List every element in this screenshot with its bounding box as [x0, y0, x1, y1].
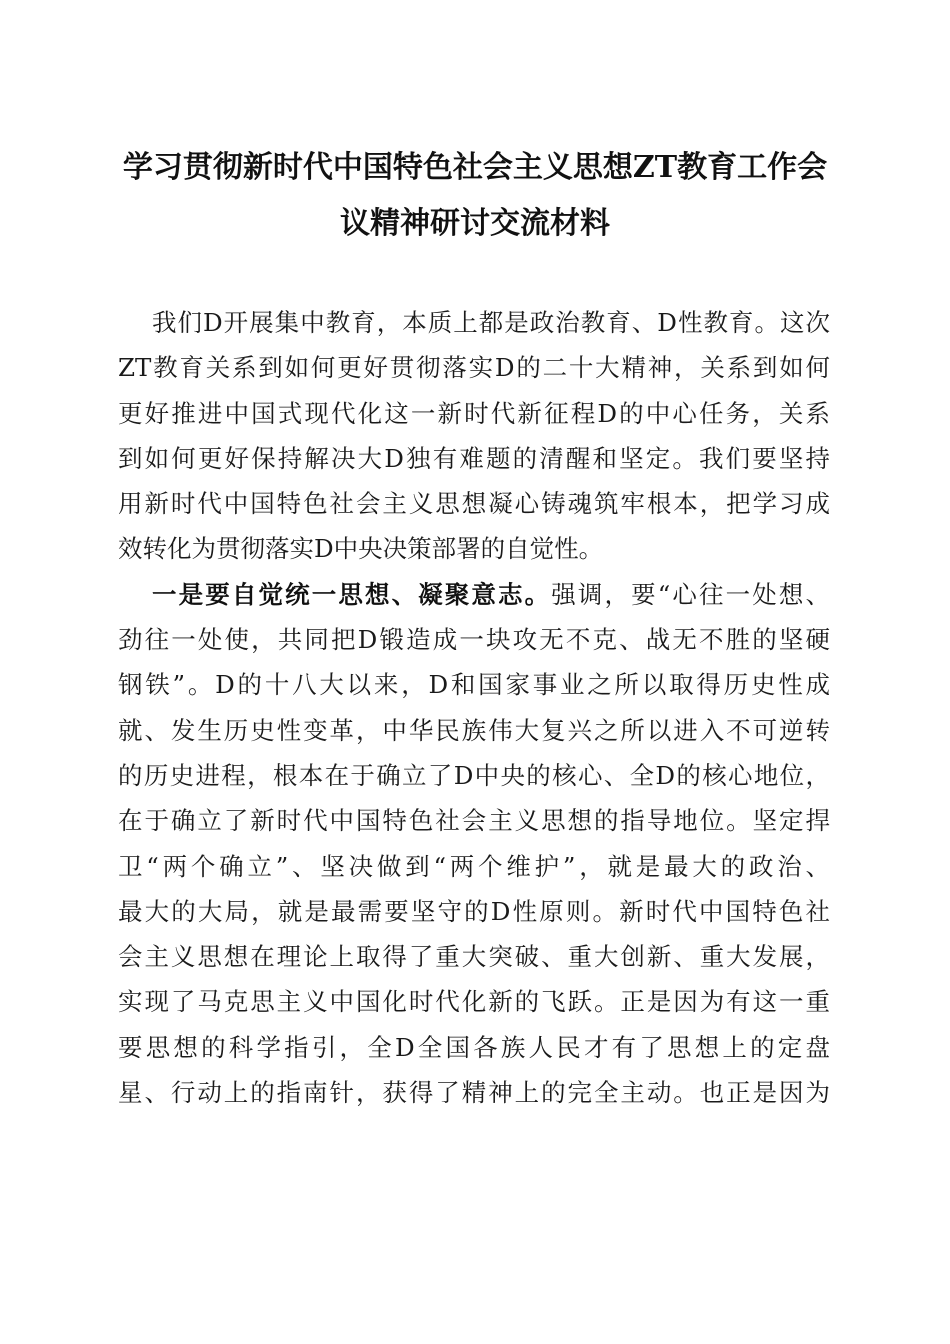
paragraph-line: 会主义思想在理论上取得了重大突破、重大创新、重大发展， — [118, 942, 830, 972]
paragraph-line: 要思想的科学指引，全D全国各族人民才有了思想上的定盘 — [118, 1032, 830, 1062]
paragraph-line: 更好推进中国式现代化这一新时代新征程D的中心任务，关系 — [118, 398, 830, 428]
point-text: 强调，要“心往一处想、 — [551, 579, 830, 609]
paragraph-line: 实现了马克思主义中国化时代化新的飞跃。正是因为有这一重 — [118, 987, 830, 1017]
paragraph-line: 最大的大局，就是最需要坚守的D性原则。新时代中国特色社 — [118, 896, 830, 926]
paragraph-line: 的历史进程，根本在于确立了D中央的核心、全D的核心地位， — [118, 760, 830, 790]
paragraph-line: 卫“两个确立”、坚决做到“两个维护”，就是最大的政治、 — [118, 851, 830, 881]
paragraph-line: 效转化为贯彻落实D中央决策部署的自觉性。 — [118, 534, 604, 564]
paragraph-line: 我们D开展集中教育，本质上都是政治教育、D性教育。这次 — [152, 308, 830, 337]
paragraph-intro — [118, 300, 830, 572]
point-heading: 一是要自觉统一思想、凝聚意志。 — [152, 579, 552, 609]
paragraph-line: 在于确立了新时代中国特色社会主义思想的指导地位。坚定捍 — [118, 806, 830, 836]
paragraph-line: 劲往一处使，共同把D锻造成一块攻无不克、战无不胜的坚硬 — [118, 625, 830, 655]
document-title — [100, 140, 850, 252]
paragraph-line: 星、行动上的指南针，获得了精神上的完全主动。也正是因为 — [118, 1078, 830, 1108]
paragraph-line: ZT教育关系到如何更好贯彻落实D的二十大精神，关系到如何 — [118, 353, 830, 383]
title-line: 学习贯彻新时代中国特色社会主义思想ZT教育工作会 — [122, 150, 828, 185]
paragraph-line: 到如何更好保持解决大D独有难题的清醒和坚定。我们要坚持 — [118, 443, 830, 473]
document-body — [118, 300, 830, 1115]
paragraph-line — [118, 572, 830, 617]
paragraph-line: 就、发生历史性变革，中华民族伟大复兴之所以进入不可逆转 — [118, 715, 830, 745]
title-line: 议精神研讨交流材料 — [340, 206, 610, 241]
paragraph-point-one — [118, 572, 830, 1116]
paragraph-line: 钢铁”。D的十八大以来，D和国家事业之所以取得历史性成 — [118, 670, 830, 700]
paragraph-line: 用新时代中国特色社会主义思想凝心铸魂筑牢根本，把学习成 — [118, 489, 830, 519]
